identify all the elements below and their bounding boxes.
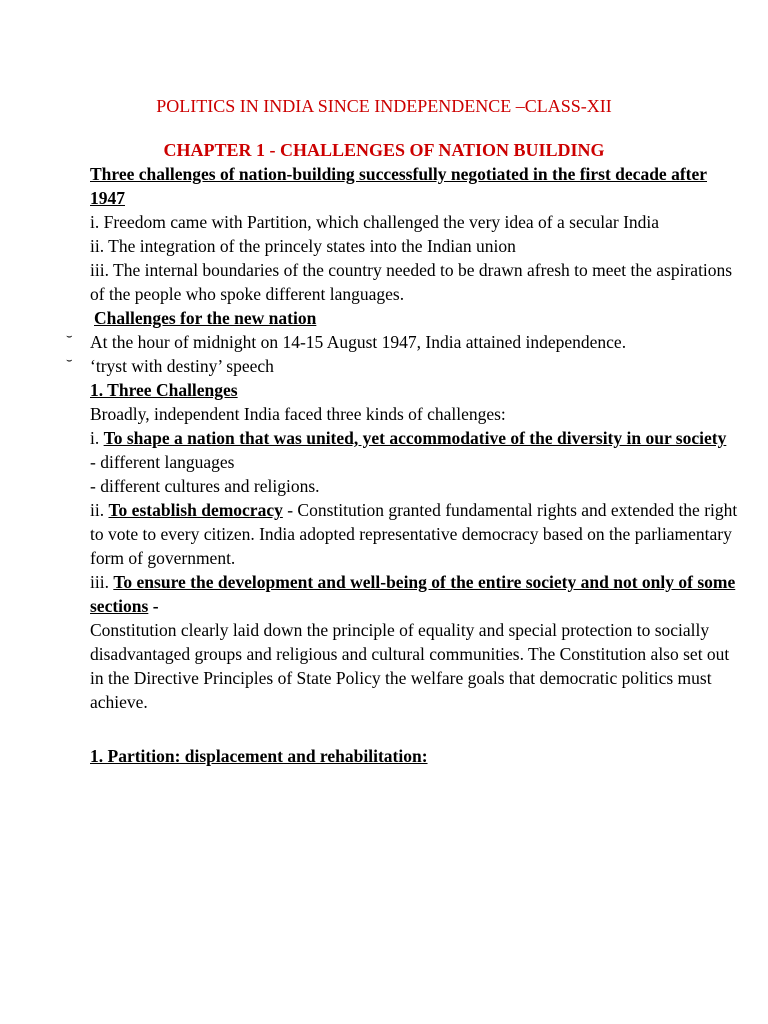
bullet-item — [66, 354, 740, 378]
new-nation-heading: Challenges for the new nation — [94, 308, 317, 328]
challenge-1-prefix: i. — [90, 428, 104, 448]
challenge-1-point-2: - different cultures and religions. — [90, 476, 320, 496]
document-title: POLITICS IN INDIA SINCE INDEPENDENCE –CLASS-XII — [156, 96, 612, 116]
bullet-item — [66, 330, 740, 354]
challenge-3-text: Constitution clearly laid down the principle of equality and special protection to socially disadvantaged groups and religious and cultural communities. The Constitution also set out in the Directive Principles of State Policy the welfare goals that democratic politics must achieve. — [90, 620, 730, 712]
challenge-2-prefix: ii. — [90, 500, 109, 520]
challenge-3-prefix: iii. — [90, 572, 114, 592]
challenge-1-point-1: - different languages — [90, 452, 235, 472]
challenge-1-heading: To shape a nation that was united, yet accommodative of the diversity in our society — [103, 428, 727, 448]
intro-heading: Three challenges of nation-building successfully negotiated in the first decade after 1947 — [90, 164, 708, 208]
challenge-2-text: - Constitution granted fundamental rights and extended the right to vote to every citizen. India adopted representative democracy based on the parliamentary form of government. — [90, 500, 738, 568]
challenge-3 — [90, 570, 740, 618]
section-spacer — [90, 714, 740, 744]
bullet-icon: ⌣ — [66, 331, 73, 342]
bullet-icon: ⌣ — [66, 355, 73, 366]
bullet-text-1: At the hour of midnight on 14-15 August 1947, India attained independence. — [90, 332, 627, 352]
three-challenges-heading: 1. Three Challenges — [90, 380, 238, 400]
challenge-3-dash: - — [148, 596, 159, 616]
challenge-2 — [90, 498, 740, 570]
challenge-3-heading: To ensure the development and well-being of the entire society and not only of some sections — [90, 572, 736, 616]
intro-item-1: i. Freedom came with Partition, which challenged the very idea of a secular India — [90, 212, 660, 232]
challenge-2-heading: To establish democracy — [108, 500, 283, 520]
document-body — [66, 162, 740, 768]
intro-item-2: ii. The integration of the princely states into the Indian union — [90, 236, 516, 256]
chapter-title: CHAPTER 1 - CHALLENGES OF NATION BUILDING — [163, 140, 605, 160]
bullet-text-2: ‘tryst with destiny’ speech — [90, 356, 274, 376]
partition-heading: 1. Partition: displacement and rehabilitation: — [90, 746, 428, 766]
three-challenges-intro: Broadly, independent India faced three kinds of challenges: — [90, 404, 506, 424]
intro-item-3: iii. The internal boundaries of the country needed to be drawn afresh to meet the aspirations of the people who spoke different languages. — [90, 260, 733, 304]
challenge-1 — [90, 426, 740, 450]
